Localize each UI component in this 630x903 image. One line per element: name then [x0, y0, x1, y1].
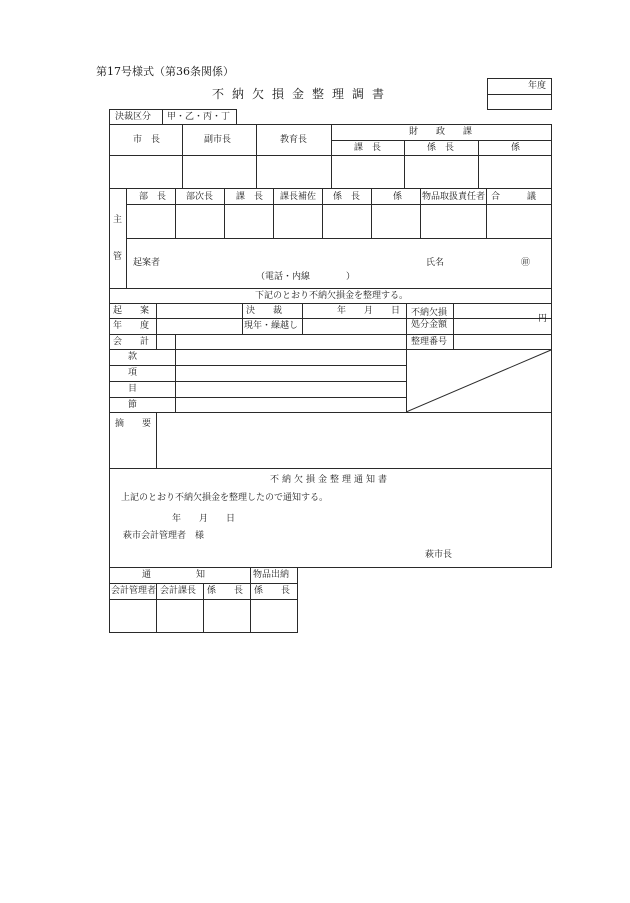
decision-category-label: 決裁区分	[115, 112, 152, 122]
col-bucho: 部 長	[139, 192, 167, 202]
bottom-col-kakaricho-1: 係 長	[207, 586, 244, 596]
notice-date: 年 月 日	[172, 514, 236, 524]
deficit-label-2: 処分金額	[411, 320, 448, 330]
notice-sender: 萩市長	[425, 550, 453, 560]
col-bujicho: 部次長	[186, 192, 214, 202]
statement-text: 下記のとおり不納欠損金を整理する。	[255, 291, 409, 301]
main-dept-label-top: 主	[113, 215, 123, 225]
bottom-col-accounting-chief: 会計課長	[160, 586, 197, 596]
fiscal-year-row-label: 年 度	[113, 321, 150, 331]
decision-date-label: 年 月 日	[337, 306, 401, 316]
deficit-label-1: 不納欠損	[411, 308, 448, 318]
budget-setsu: 節	[128, 400, 138, 410]
col-kakari: 係	[393, 192, 403, 202]
col-kacho-hosa: 課長補佐	[280, 192, 317, 202]
fiscal-year-label: 年度	[528, 81, 547, 91]
draft-label: 起 案	[113, 306, 150, 316]
bottom-goods-label: 物品出納	[253, 570, 290, 580]
main-dept-label-bottom: 管	[113, 252, 123, 262]
budget-kou: 項	[128, 368, 138, 378]
ref-number-label: 整理番号	[411, 337, 448, 347]
name-label: 氏名	[426, 258, 445, 268]
account-label: 会 計	[113, 337, 150, 347]
notice-body: 上記のとおり不納欠損金を整理したので通知する。	[121, 493, 329, 503]
mayor-label: 市 長	[133, 135, 161, 145]
finance-dept-label: 財 政 課	[409, 127, 473, 137]
bottom-col-accountant: 会計管理者	[111, 586, 157, 596]
col-consultation: 合 議	[491, 192, 537, 202]
superintendent-label: 教育長	[280, 135, 308, 145]
budget-kan: 款	[128, 352, 138, 362]
budget-moku: 目	[128, 384, 138, 394]
finance-staff-label: 係	[511, 143, 521, 153]
notice-title: 不納欠損金整理通知書	[270, 475, 391, 485]
page-title: 不納欠損金整理調書	[212, 87, 393, 101]
finance-chief-label: 課 長	[354, 143, 382, 153]
col-kacho: 課 長	[236, 192, 264, 202]
col-kakaricho: 係 長	[333, 192, 361, 202]
diagonal-slash	[406, 349, 552, 413]
phone-label: （電話・内線 ）	[256, 272, 356, 282]
notice-recipient: 萩市会計管理者 様	[123, 531, 205, 541]
form-number: 第17号様式（第36条関係）	[96, 65, 234, 78]
year-type-label: 現年・繰越し	[244, 321, 299, 331]
summary-label: 摘 要	[115, 419, 152, 429]
bottom-notice-label: 通 知	[142, 570, 206, 580]
vice-mayor-label: 副市長	[204, 135, 232, 145]
decision-label: 決 裁	[246, 306, 283, 316]
decision-category-options: 甲・乙・丙・丁	[167, 112, 231, 122]
finance-subchief-label: 係 長	[427, 143, 455, 153]
col-goods-manager: 物品取扱責任者	[422, 192, 486, 202]
yen-label: 円	[538, 314, 548, 324]
bottom-col-kakaricho-2: 係 長	[254, 586, 291, 596]
drafter-label: 起案者	[133, 258, 161, 268]
seal-mark: ㊞	[521, 258, 531, 268]
